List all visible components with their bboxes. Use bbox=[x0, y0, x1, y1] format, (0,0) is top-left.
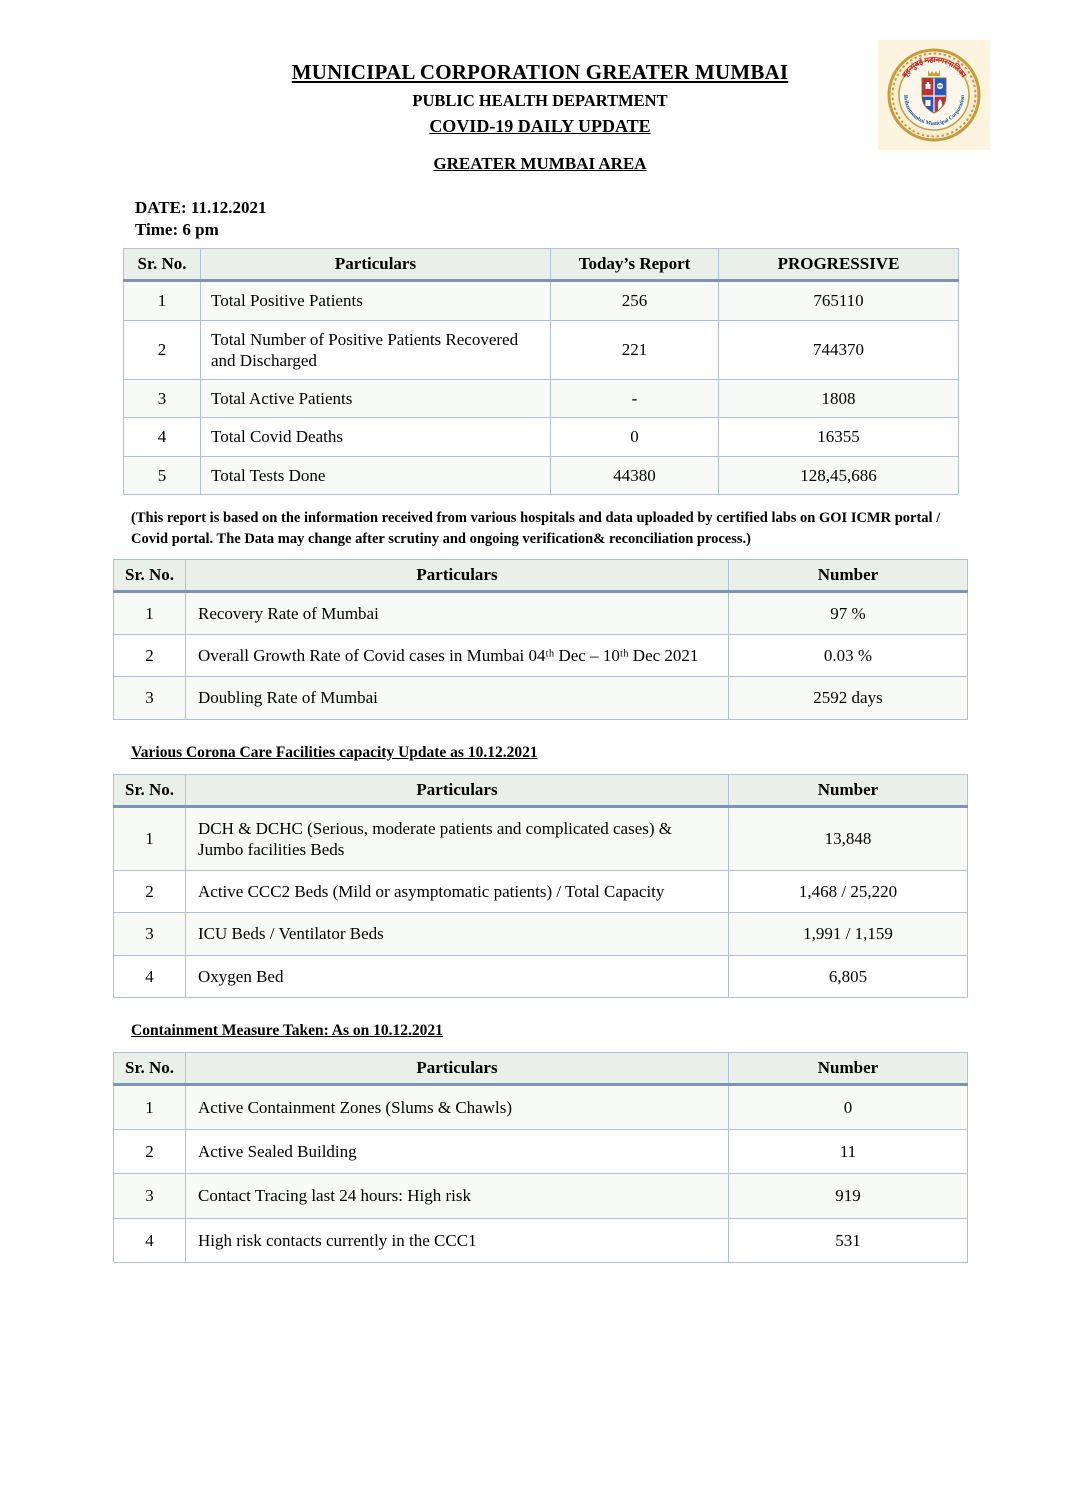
column-header: Particulars bbox=[201, 249, 551, 281]
table-cell: 2 bbox=[114, 871, 186, 913]
column-header: Number bbox=[729, 774, 968, 806]
bmc-logo bbox=[878, 40, 990, 150]
table-row bbox=[124, 281, 959, 320]
table-cell: 2 bbox=[124, 320, 201, 380]
column-header: Sr. No. bbox=[114, 559, 186, 591]
column-header: Sr. No. bbox=[124, 249, 201, 281]
table-cell: 1 bbox=[114, 1084, 186, 1129]
table-cell: ICU Beds / Ventilator Beds bbox=[186, 913, 729, 955]
area-title: GREATER MUMBAI AREA bbox=[433, 154, 647, 174]
column-header: Particulars bbox=[186, 1052, 729, 1084]
table-row bbox=[124, 418, 959, 456]
table-row bbox=[114, 955, 968, 997]
facilities-heading: Various Corona Care Facilities capacity Update as 10.12.2021 bbox=[131, 743, 538, 761]
table-cell: 531 bbox=[729, 1218, 968, 1262]
table-row bbox=[114, 635, 968, 677]
table-cell: 2 bbox=[114, 635, 186, 677]
logo-top-arc-text: बृहन्मुंबई महानगरपालिका bbox=[899, 54, 969, 80]
table-cell: Recovery Rate of Mumbai bbox=[186, 591, 729, 634]
column-header: Sr. No. bbox=[114, 774, 186, 806]
table-cell: 221 bbox=[551, 320, 719, 380]
table-row bbox=[114, 1084, 968, 1129]
table-row bbox=[114, 913, 968, 955]
table-cell: High risk contacts currently in the CCC1 bbox=[186, 1218, 729, 1262]
table-cell: 0 bbox=[729, 1084, 968, 1129]
table-cell: 6,805 bbox=[729, 955, 968, 997]
org-title: MUNICIPAL CORPORATION GREATER MUMBAI bbox=[291, 60, 789, 84]
table-header-row bbox=[114, 1052, 968, 1084]
table-row bbox=[114, 677, 968, 719]
table-row bbox=[114, 806, 968, 871]
facilities-table bbox=[113, 774, 968, 998]
table-cell: 5 bbox=[124, 456, 201, 494]
table-cell: 256 bbox=[551, 281, 719, 320]
table-cell: 0.03 % bbox=[729, 635, 968, 677]
table-cell: 1 bbox=[114, 591, 186, 634]
report-title: COVID-19 DAILY UPDATE bbox=[429, 116, 651, 137]
report-time: Time: 6 pm bbox=[135, 220, 219, 240]
bmc-seal-graphic bbox=[878, 40, 990, 150]
table-cell: 1 bbox=[114, 806, 186, 871]
table-cell: 4 bbox=[114, 1218, 186, 1262]
table-cell: Total Number of Positive Patients Recovered and Discharged bbox=[201, 320, 551, 380]
table-row bbox=[114, 1174, 968, 1218]
table-cell: Total Active Patients bbox=[201, 380, 551, 418]
table-cell: 11 bbox=[729, 1130, 968, 1174]
table-row bbox=[114, 1130, 968, 1174]
column-header: PROGRESSIVE bbox=[719, 249, 959, 281]
table-cell: 4 bbox=[124, 418, 201, 456]
table-cell: 4 bbox=[114, 955, 186, 997]
logo-bottom-arc-text: Brihanmumbai Municipal Corporation bbox=[901, 94, 967, 128]
column-header: Sr. No. bbox=[114, 1052, 186, 1084]
table-cell: Total Tests Done bbox=[201, 456, 551, 494]
table-cell: 16355 bbox=[719, 418, 959, 456]
table-cell: 3 bbox=[114, 913, 186, 955]
table-cell: Doubling Rate of Mumbai bbox=[186, 677, 729, 719]
table-row bbox=[124, 320, 959, 380]
table-cell: 1,468 / 25,220 bbox=[729, 871, 968, 913]
table-cell: Active Containment Zones (Slums & Chawls) bbox=[186, 1084, 729, 1129]
containment-heading: Containment Measure Taken: As on 10.12.2021 bbox=[131, 1021, 443, 1039]
column-header: Today’s Report bbox=[551, 249, 719, 281]
disclaimer-note: (This report is based on the information received from various hospitals and data uploaded by certified labs on GOI ICMR portal / Covid portal. The Data may change after scrutiny and ongoing verification& reconciliation process.) bbox=[131, 509, 941, 547]
column-header: Number bbox=[729, 559, 968, 591]
report-meta bbox=[135, 197, 1080, 243]
table-cell: 3 bbox=[114, 677, 186, 719]
table-cell: 1808 bbox=[719, 380, 959, 418]
table-cell: - bbox=[551, 380, 719, 418]
table-cell: 3 bbox=[124, 380, 201, 418]
table-cell: 13,848 bbox=[729, 806, 968, 871]
table-cell: 1 bbox=[124, 281, 201, 320]
table-header-row bbox=[114, 774, 968, 806]
table-cell: Total Covid Deaths bbox=[201, 418, 551, 456]
table-cell: 44380 bbox=[551, 456, 719, 494]
table-cell: Oxygen Bed bbox=[186, 955, 729, 997]
table-row bbox=[124, 456, 959, 494]
table-cell: 97 % bbox=[729, 591, 968, 634]
table-cell: Active Sealed Building bbox=[186, 1130, 729, 1174]
column-header: Particulars bbox=[186, 559, 729, 591]
table-row bbox=[114, 1218, 968, 1262]
table-header-row bbox=[114, 559, 968, 591]
table-cell: Active CCC2 Beds (Mild or asymptomatic patients) / Total Capacity bbox=[186, 871, 729, 913]
report-date: DATE: 11.12.2021 bbox=[135, 197, 267, 217]
rates-table bbox=[113, 559, 968, 720]
table-cell: 744370 bbox=[719, 320, 959, 380]
table-cell: 128,45,686 bbox=[719, 456, 959, 494]
table-row bbox=[124, 380, 959, 418]
table-cell: DCH & DCHC (Serious, moderate patients and complicated cases) & Jumbo facilities Beds bbox=[186, 806, 729, 871]
table-row bbox=[114, 591, 968, 634]
column-header: Number bbox=[729, 1052, 968, 1084]
table-cell: Overall Growth Rate of Covid cases in Mumbai 04ᵗʰ Dec – 10ᵗʰ Dec 2021 bbox=[186, 635, 729, 677]
containment-table bbox=[113, 1052, 968, 1263]
table-cell: 2592 days bbox=[729, 677, 968, 719]
table-cell: 0 bbox=[551, 418, 719, 456]
daily-update-table bbox=[123, 248, 959, 495]
table-cell: 2 bbox=[114, 1130, 186, 1174]
department-title: PUBLIC HEALTH DEPARTMENT bbox=[412, 90, 668, 110]
table-cell: 765110 bbox=[719, 281, 959, 320]
table-cell: 3 bbox=[114, 1174, 186, 1218]
table-row bbox=[114, 871, 968, 913]
table-cell: Contact Tracing last 24 hours: High risk bbox=[186, 1174, 729, 1218]
column-header: Particulars bbox=[186, 774, 729, 806]
table-header-row bbox=[124, 249, 959, 281]
table-cell: Total Positive Patients bbox=[201, 281, 551, 320]
table-cell: 919 bbox=[729, 1174, 968, 1218]
table-cell: 1,991 / 1,159 bbox=[729, 913, 968, 955]
